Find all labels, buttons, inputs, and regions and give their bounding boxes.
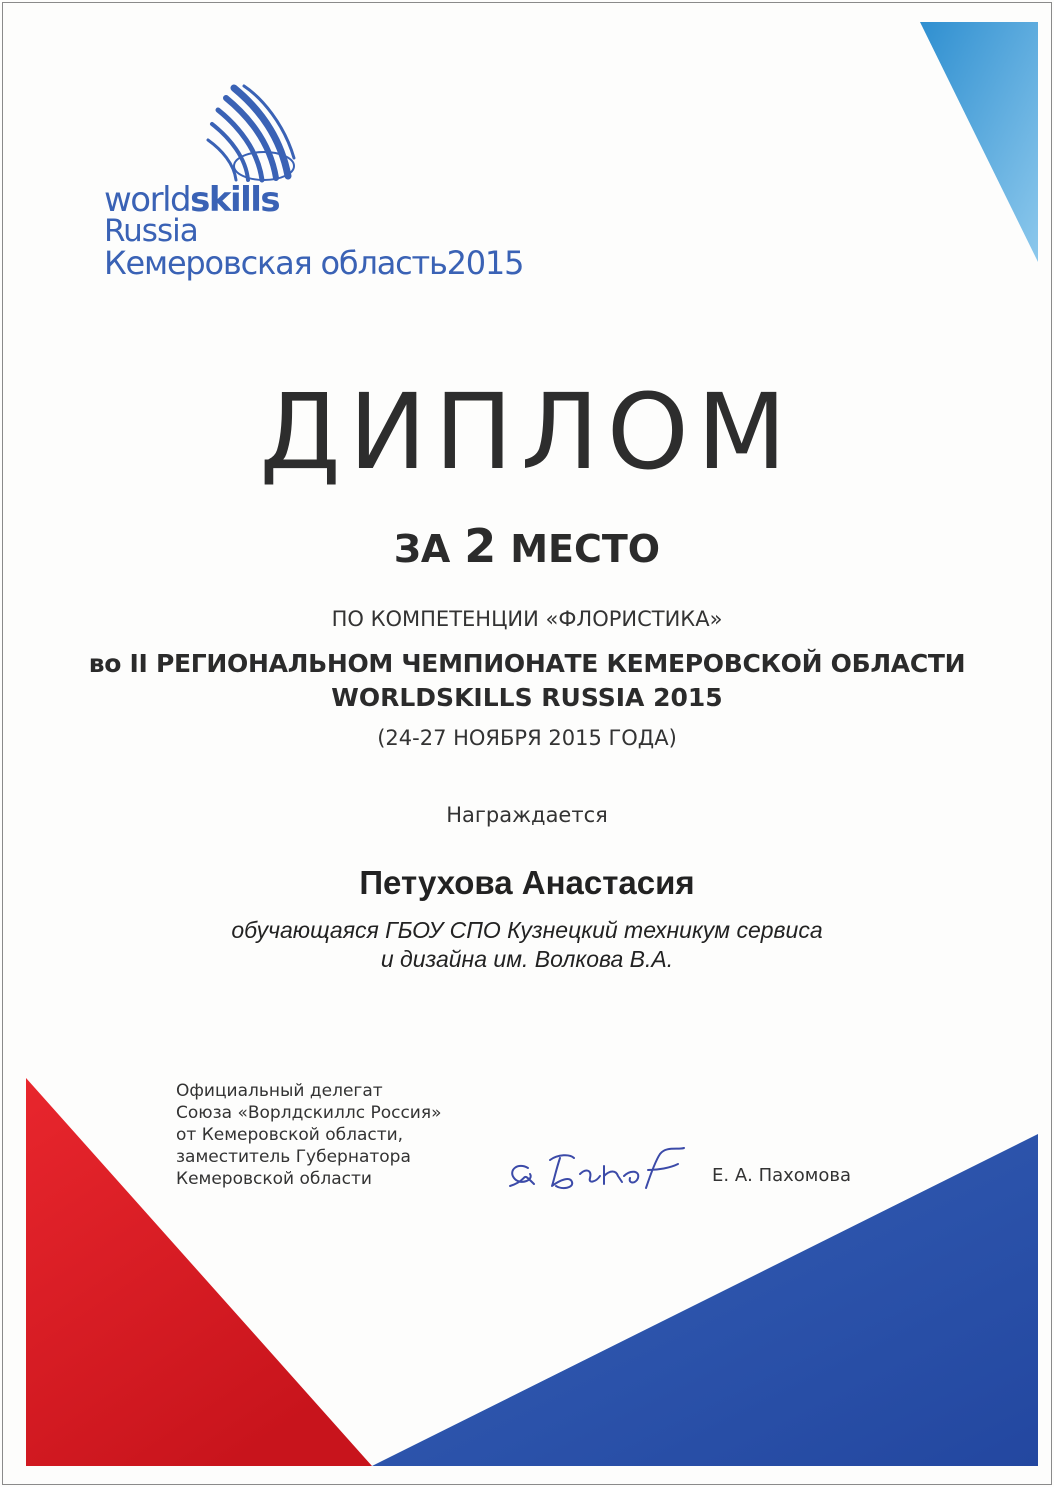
awarded-label: Награждается bbox=[446, 803, 608, 827]
logo-russia-text: Russia bbox=[104, 213, 198, 249]
championship-dates: (24-27 НОЯБРЯ 2015 ГОДА) bbox=[377, 726, 677, 750]
handwritten-signature bbox=[500, 1140, 690, 1200]
championship-line-2: WORLDSKILLS RUSSIA 2015 bbox=[331, 683, 723, 712]
signatory-name: Е. А. Пахомова bbox=[712, 1165, 852, 1186]
logo-region-text: Кемеровская область2015 bbox=[104, 244, 524, 282]
logo-world-text: world bbox=[104, 180, 191, 220]
competence-line: ПО КОМПЕТЕНЦИИ «ФЛОРИСТИКА» bbox=[331, 607, 723, 631]
top-right-light-blue-triangle bbox=[920, 22, 1038, 262]
organization-line-2: и дизайна им. Волкова В.А. bbox=[380, 946, 674, 972]
place-heading bbox=[0, 518, 1054, 577]
championship-line-1: во II РЕГИОНАЛЬНОМ ЧЕМПИОНАТЕ КЕМЕРОВСКОЙ ОБЛАСТИ bbox=[88, 649, 966, 678]
diploma-title: ДИПЛОМ bbox=[259, 371, 795, 493]
signatory-position-line: от Кемеровской области, bbox=[176, 1125, 404, 1145]
signatory-position-line: заместитель Губернатора bbox=[176, 1147, 411, 1167]
logo-skills-text: skills bbox=[190, 180, 280, 220]
worldskills-emblem-icon bbox=[204, 84, 296, 184]
place-prefix: ЗА bbox=[393, 527, 451, 571]
signatory-position-line: Кемеровской области bbox=[176, 1169, 372, 1189]
worldskills-logo bbox=[104, 84, 544, 284]
recipient-name: Петухова Анастасия bbox=[359, 864, 695, 901]
organization-line-1: обучающаяся ГБОУ СПО Кузнецкий техникум сервиса bbox=[231, 917, 823, 943]
signatory-position-line: Союза «Ворлдскиллс Россия» bbox=[176, 1103, 442, 1123]
place-number: 2 bbox=[464, 519, 497, 573]
signatory-position bbox=[176, 1080, 476, 1190]
signatory-position-line: Официальный делегат bbox=[176, 1081, 383, 1101]
place-word: МЕСТО bbox=[510, 527, 661, 571]
